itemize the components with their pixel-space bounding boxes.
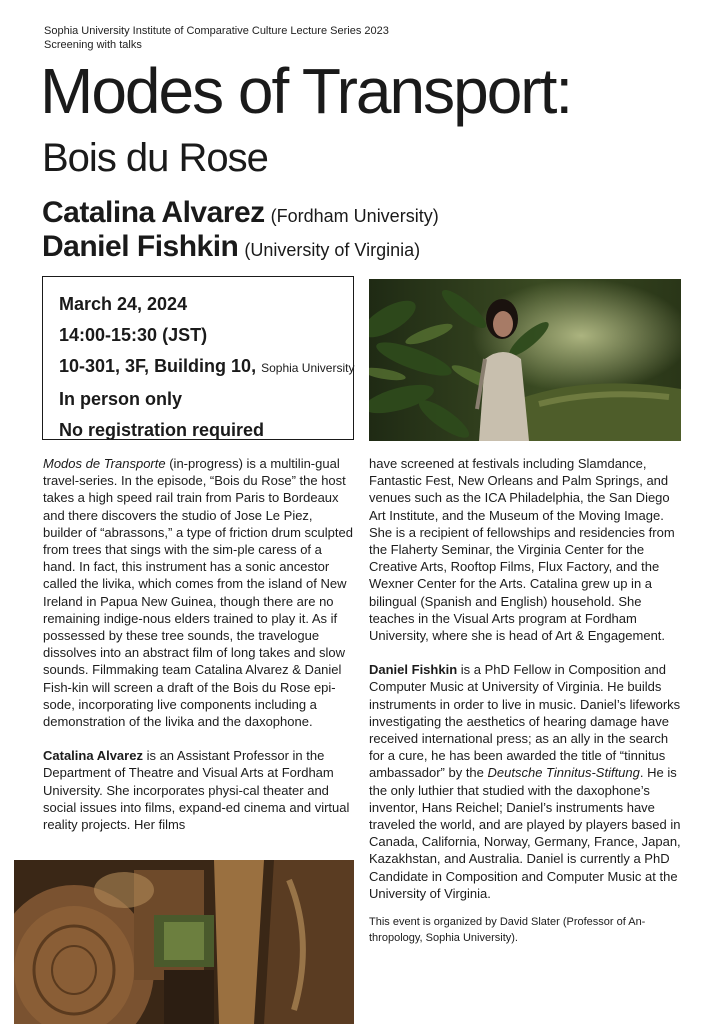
foundation-name-italic: Deutsche Tinnitus-Stiftung	[487, 765, 640, 781]
event-format: In person only	[59, 389, 183, 409]
event-registration: No registration required	[59, 420, 265, 440]
speaker-daniel	[42, 230, 420, 264]
event-details-box	[42, 276, 354, 440]
organizer-note: This event is organized by David Slater (Professor of An-thropology, Sophia University).	[369, 916, 646, 945]
bio-text: . He is the only luthier that studied with the daxophone’s inventor, Hans Reichel; Daniel’s instruments have traveled the world, and are played by players based in Canada, California, Norway, Germany, France, Japan, Kazakhstan, and Australia. Daniel is currently a PhD Candidate in Composition and Computer Music at the University of Virginia.	[369, 765, 681, 901]
speaker-catalina	[42, 196, 439, 230]
speaker-name: Catalina Alvarez	[42, 196, 265, 229]
event-date: March 24, 2024	[59, 294, 188, 314]
forest-photo	[369, 279, 681, 441]
event-title: Modes of Transport:	[40, 55, 572, 127]
description-text: (in-progress) is a multilin-gual travel-series. In the episode, “Bois du Rose” the host takes a high speed rail train from Paris to Bordeaux and there discovers the studio of Jose Le Piez, builder of “abrassons,” a type of friction drum sculpted from trees that sings with the sim-ple caress of a hand. In fact, this instrument has a sonic ancestor called the livika, which comes from the island of New Ireland in Papua New Guinea, though there are no remaining indige-nous elders trained to play it. As if possessed by these tree sounds, the travelogue dissolves into an abstract film of long takes and slow sounds. Filmmaking team Catalina Alvarez & Daniel Fish-kin will screen a draft of the Bois du Rose epi-sode, incorporating live components including a demonstration of the livika and the daxophone.	[43, 456, 353, 730]
bio-text: is an Assistant Professor in the Department of Theatre and Visual Arts at Fordham University. She incorporates physi-cal theater and social issues into films, expand-ed cinema and virtual reality projects. Her films	[43, 748, 350, 833]
left-text-column	[43, 455, 355, 833]
bio-text: is a PhD Fellow in Composition and Computer Music at University of Virginia. He builds instruments in order to live in music. Daniel’s lifeworks investigating the aesthetics of hearing damage have received international press; as an ally in the search for a cure, he has been awarded the title of “tinnitus ambassador” by the	[369, 662, 681, 781]
speaker-affiliation: (Fordham University)	[270, 206, 439, 226]
event-subtitle: Bois du Rose	[42, 136, 268, 180]
series-title-italic: Modos de Transporte	[43, 456, 166, 471]
catalina-bio-start	[43, 747, 355, 833]
lecture-series-label	[44, 24, 389, 52]
event-time: 14:00-15:30 (JST)	[59, 325, 208, 345]
speaker-name: Daniel Fishkin	[42, 230, 239, 263]
bio-name: Catalina Alvarez	[43, 748, 143, 764]
series-line: Sophia University Institute of Comparative Culture Lecture Series 2023	[44, 25, 389, 37]
bio-name: Daniel Fishkin	[369, 662, 458, 678]
right-text-column	[369, 455, 681, 946]
event-venue	[59, 351, 353, 384]
screening-line: Screening with talks	[44, 39, 142, 51]
daniel-bio	[369, 661, 681, 902]
wood-instruments-image	[14, 860, 354, 1024]
studio-collage-photo	[14, 860, 354, 1024]
description-paragraph	[43, 455, 355, 730]
forest-scene-image	[369, 279, 681, 441]
speaker-affiliation: (University of Virginia)	[244, 240, 421, 260]
venue-room: 10-301, 3F, Building 10,	[59, 356, 257, 376]
catalina-bio-continued: have screened at festivals including Slamdance, Fantastic Fest, New Orleans and Palm Springs, and venues such as the ICA Philadelphia, the San Diego Art Institute, and the Museum of the Moving Image. She is a recipient of fellowships and residencies from the Flaherty Seminar, the Virginia Center for the Creative Arts, Rooftop Films, Flux Factory, and the Wexner Center for the Arts. Catalina grew up in a bilingual (Spanish and English) household. She teaches in the Visual Arts program at Fordham University, where she is head of Art & Engagement.	[369, 456, 675, 644]
venue-institution: Sophia University	[261, 361, 355, 375]
